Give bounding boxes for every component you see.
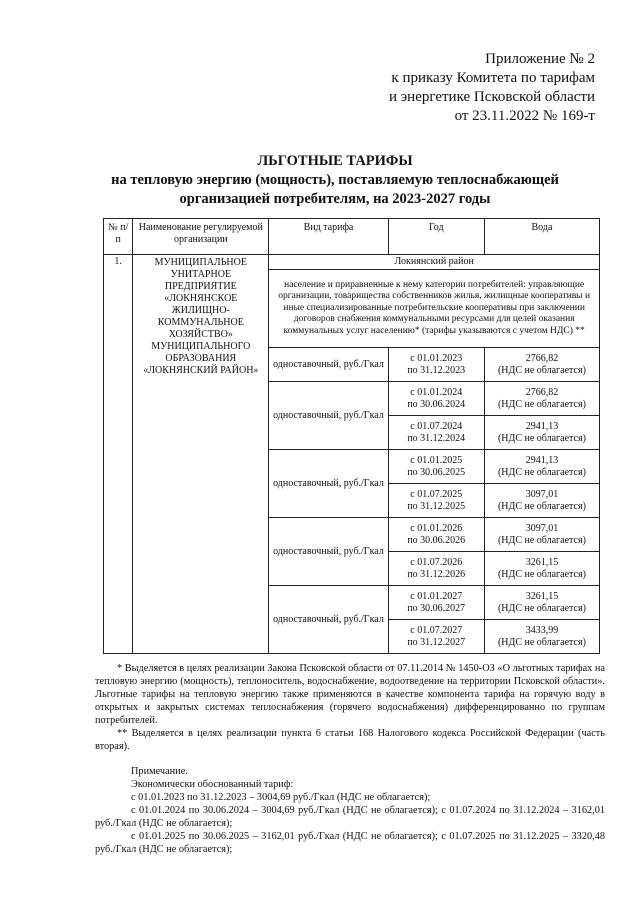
footnote-1: * Выделяется в целях реализации Закона Псковской области от 07.11.2014 № 1450-ОЗ «О льготных тарифах на тепловую энергию (мощность), теплоноситель, водоснабжение, водоотведение на территории Псковской области». Льготные тарифы на тепловую энергию также применяются в качестве компонента тарифа на горячую воду в открытых и закрытых системах теплоснабжения (горячего водоснабжения) дифференцированно по группам потребителей. bbox=[95, 663, 605, 726]
period-cell bbox=[388, 484, 484, 518]
period-to: по 31.12.2024 bbox=[407, 432, 466, 444]
appendix-header bbox=[355, 50, 595, 126]
period-from: с 01.01.2025 bbox=[410, 454, 463, 466]
header-org: Наименование регулируемой организации bbox=[133, 219, 269, 255]
vat-note: (НДС не облагается) bbox=[497, 466, 586, 478]
header-type: Вид тарифа bbox=[269, 219, 388, 255]
vat-note: (НДС не облагается) bbox=[497, 500, 586, 512]
appendix-line-2: к приказу Комитета по тарифам bbox=[391, 70, 595, 86]
vat-note: (НДС не облагается) bbox=[497, 398, 586, 410]
period-to: по 30.06.2027 bbox=[407, 602, 466, 614]
tariff-value: 3261,15 bbox=[525, 556, 559, 568]
tariff-value: 3097,01 bbox=[525, 488, 559, 500]
period-to: по 30.06.2025 bbox=[407, 466, 466, 478]
remark-line-3: с 01.01.2025 по 30.06.2025 – 3162,01 руб./Гкал (НДС не облагается); с 01.07.2025 по 31.12.2025 – 3320,48 руб./Гкал (НДС не облагается); bbox=[95, 831, 605, 855]
remark-subheading: Экономически обоснованный тариф: bbox=[131, 779, 294, 790]
tariff-value: 2766,82 bbox=[525, 386, 559, 398]
header-num: № п/п bbox=[104, 219, 133, 255]
period-cell bbox=[388, 416, 484, 450]
table-row bbox=[104, 255, 600, 270]
period-cell bbox=[388, 552, 484, 586]
tariff-value-cell bbox=[484, 586, 599, 620]
vat-note: (НДС не облагается) bbox=[497, 568, 586, 580]
tariff-value-cell bbox=[484, 416, 599, 450]
tariff-value-cell bbox=[484, 450, 599, 484]
table-header-row bbox=[104, 219, 600, 255]
header-water: Вода bbox=[484, 219, 599, 255]
remark-heading: Примечание. bbox=[131, 766, 188, 777]
remark-section bbox=[95, 765, 605, 856]
consumer-category: население и приравненные к нему категории потребителей: управляющие организации, товарищества собственников жилья, жилищные кооперативы и иные специализированные потребительские кооперативы при заключении договоров снабжения коммунальными ресурсами для целей оказания коммунальных услуг населению* (тарифы указываются с учетом НДС) ** bbox=[269, 270, 600, 348]
title-line-2: на тепловую энергию (мощность), поставляемую теплоснабжающей bbox=[111, 172, 559, 188]
tariff-value-cell bbox=[484, 484, 599, 518]
period-to: по 30.06.2026 bbox=[407, 534, 466, 546]
tariff-value: 3097,01 bbox=[525, 522, 559, 534]
period-from: с 01.07.2026 bbox=[410, 556, 463, 568]
header-year: Год bbox=[388, 219, 484, 255]
vat-note: (НДС не облагается) bbox=[497, 602, 586, 614]
appendix-line-1: Приложение № 2 bbox=[485, 51, 595, 67]
title-line-1: ЛЬГОТНЫЕ ТАРИФЫ bbox=[257, 153, 413, 169]
tariff-value-cell bbox=[484, 382, 599, 416]
tariff-type: одноставочный, руб./Гкал bbox=[269, 348, 388, 382]
period-from: с 01.01.2026 bbox=[410, 522, 463, 534]
organization-name: МУНИЦИПАЛЬНОЕ УНИТАРНОЕ ПРЕДПРИЯТИЕ «ЛОКНЯНСКОЕ ЖИЛИЩНО-КОММУНАЛЬНОЕ ХОЗЯЙСТВО» МУНИЦИПАЛЬНОГО ОБРАЗОВАНИЯ «ЛОКНЯНСКИЙ РАЙОН» bbox=[133, 255, 269, 654]
appendix-line-3: и энергетике Псковской области bbox=[388, 89, 595, 105]
tariff-value: 2766,82 bbox=[525, 352, 559, 364]
period-cell bbox=[388, 348, 484, 382]
period-cell bbox=[388, 382, 484, 416]
period-from: с 01.07.2024 bbox=[410, 420, 463, 432]
tariff-value: 3433,99 bbox=[525, 624, 559, 636]
footnotes bbox=[95, 662, 605, 753]
period-to: по 31.12.2026 bbox=[407, 568, 466, 580]
period-from: с 01.01.2023 bbox=[410, 352, 463, 364]
period-from: с 01.01.2024 bbox=[410, 386, 463, 398]
tariff-value: 2941,13 bbox=[525, 454, 559, 466]
tariff-type: одноставочный, руб./Гкал bbox=[269, 518, 388, 586]
title-line-3: организацией потребителям, на 2023-2027 годы bbox=[179, 191, 491, 207]
tariff-value-cell bbox=[484, 348, 599, 382]
period-from: с 01.07.2027 bbox=[410, 624, 463, 636]
tariff-type: одноставочный, руб./Гкал bbox=[269, 586, 388, 654]
tariff-type: одноставочный, руб./Гкал bbox=[269, 382, 388, 450]
footnote-2: ** Выделяется в целях реализации пункта 6 статьи 168 Налогового кодекса Российской Федерации (часть вторая). bbox=[95, 728, 605, 752]
period-cell bbox=[388, 518, 484, 552]
tariff-value: 2941,13 bbox=[525, 420, 559, 432]
period-to: по 31.12.2027 bbox=[407, 636, 466, 648]
period-to: по 31.12.2023 bbox=[407, 364, 466, 376]
remark-line-1: с 01.01.2023 по 31.12.2023 – 3004,69 руб./Гкал (НДС не облагается); bbox=[131, 792, 431, 803]
period-from: с 01.07.2025 bbox=[410, 488, 463, 500]
tariff-value: 3261,15 bbox=[525, 590, 559, 602]
remark-line-2: с 01.01.2024 по 30.06.2024 – 3004,69 руб./Гкал (НДС не облагается); с 01.07.2024 по 31.12.2024 – 3162,01 руб./Гкал (НДС не облагается); bbox=[95, 805, 605, 829]
period-to: по 31.12.2025 bbox=[407, 500, 466, 512]
tariff-value-cell bbox=[484, 620, 599, 654]
vat-note: (НДС не облагается) bbox=[497, 432, 586, 444]
period-to: по 30.06.2024 bbox=[407, 398, 466, 410]
district-name: Локнянский район bbox=[269, 255, 600, 270]
period-from: с 01.01.2027 bbox=[410, 590, 463, 602]
vat-note: (НДС не облагается) bbox=[497, 636, 586, 648]
row-number: 1. bbox=[104, 255, 133, 654]
vat-note: (НДС не облагается) bbox=[497, 534, 586, 546]
tariff-type: одноставочный, руб./Гкал bbox=[269, 450, 388, 518]
tariff-table bbox=[103, 218, 600, 654]
period-cell bbox=[388, 620, 484, 654]
vat-note: (НДС не облагается) bbox=[497, 364, 586, 376]
document-title bbox=[100, 152, 570, 209]
tariff-value-cell bbox=[484, 552, 599, 586]
appendix-line-4: от 23.11.2022 № 169-т bbox=[454, 108, 595, 124]
period-cell bbox=[388, 586, 484, 620]
period-cell bbox=[388, 450, 484, 484]
tariff-value-cell bbox=[484, 518, 599, 552]
